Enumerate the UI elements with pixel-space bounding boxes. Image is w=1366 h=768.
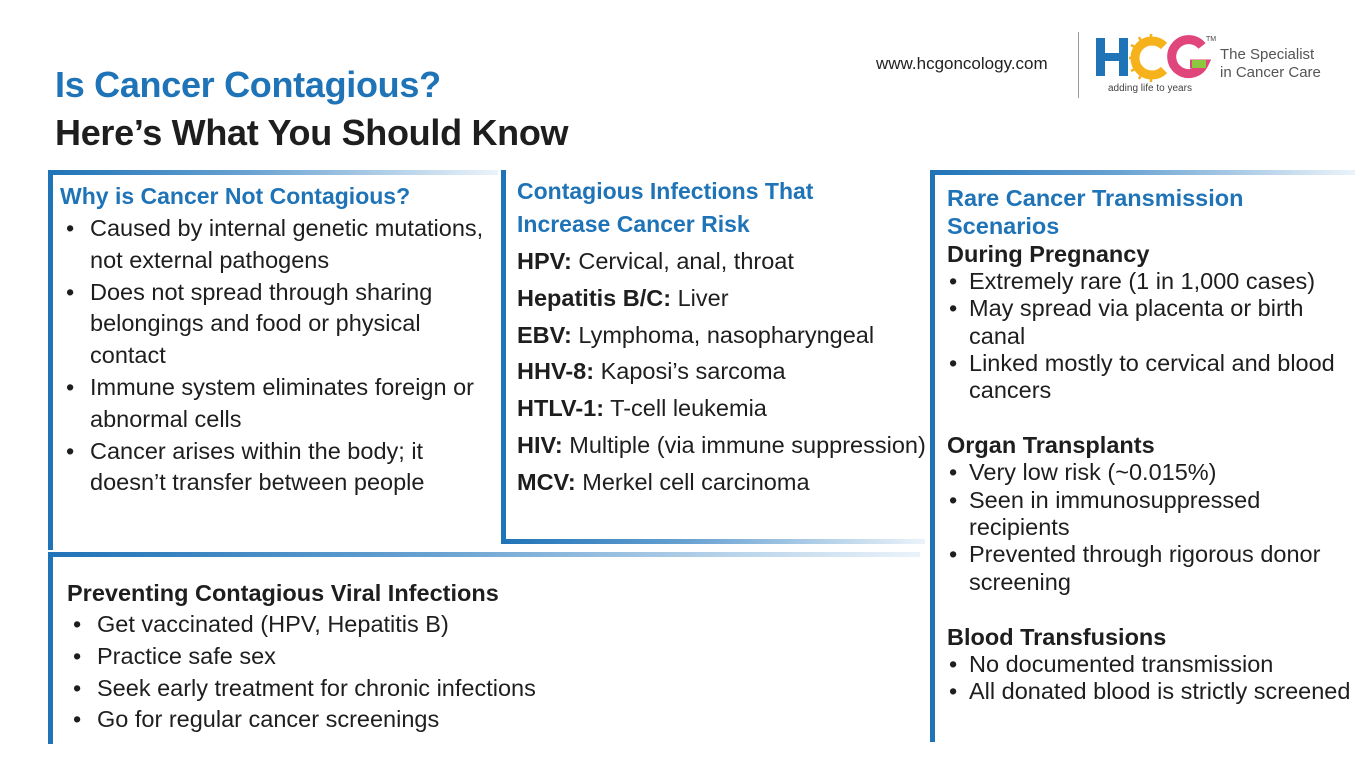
why-heading: Why is Cancer Not Contagious? [60,183,411,209]
sun-icon [1129,34,1164,82]
list-item: • Extremely rare (1 in 1,000 cases) [947,268,1357,295]
infection-row [517,283,927,315]
infection-name: HIV: [517,431,563,458]
specialist-line-1: The Specialist [1220,46,1315,63]
panel-prevention [67,577,867,736]
specialist-tagline [1220,46,1321,82]
infection-name: HHV-8: [517,358,595,385]
infections-heading-line-1: Contagious Infections That [517,178,814,204]
why-list [60,213,490,499]
list-item: • Linked mostly to cervical and blood cancers [947,350,1357,405]
infection-desc: Merkel cell carcinoma [575,468,810,495]
list-item: • Get vaccinated (HPV, Hepatitis B) [67,609,867,641]
panel-why-not-contagious [60,180,490,499]
infection-desc: T-cell leukemia [604,395,767,422]
infections-heading-line-2: Increase Cancer Risk [517,211,750,237]
panel-prevention-border-left [48,552,53,744]
list-item: • Caused by internal genetic mutations, not external pathogens [60,213,490,277]
list-item: • Go for regular cancer screenings [67,704,867,736]
title-line-1: Is Cancer Contagious? [55,64,441,105]
infection-desc: Lymphoma, nasopharyngeal [571,321,875,348]
list-item: • Does not spread through sharing belongings and food or physical contact [60,277,490,372]
infection-desc: Multiple (via immune suppression) [562,431,926,458]
list-item: • May spread via placenta or birth canal [947,295,1357,350]
prevention-heading: Preventing Contagious Viral Infections [67,580,499,606]
transfusion-subheading: Blood Transfusions [947,623,1167,650]
infection-desc: Kaposi’s sarcoma [594,358,786,385]
list-item: • Practice safe sex [67,641,867,673]
panel-rare-border-left [930,170,935,742]
list-item: • Cancer arises within the body; it doesn’t transfer between people [60,436,490,500]
infection-row [517,430,927,462]
panel-why-border-top [48,170,498,175]
panel-why-border-left [48,170,53,550]
header-divider [1078,32,1079,98]
logo-trademark: TM [1206,36,1217,43]
infection-name: HPV: [517,248,572,274]
panel-infections-border-bottom [501,539,925,544]
infection-row [517,393,927,425]
panel-rare-border-top [930,170,1355,175]
title-line-2: Here’s What You Should Know [55,112,569,153]
list-item: • Immune system eliminates foreign or abnormal cells [60,372,490,436]
list-item: • Seek early treatment for chronic infections [67,673,867,705]
specialist-line-2: in Cancer Care [1220,64,1321,81]
logo-tagline: adding life to years [1108,83,1192,94]
transfusion-list [947,651,1357,706]
list-item: • No documented transmission [947,651,1357,678]
pregnancy-subheading: During Pregnancy [947,241,1150,267]
transplant-subheading: Organ Transplants [947,432,1155,459]
infection-name: Hepatitis B/C: [517,284,672,311]
transplant-list [947,459,1357,595]
infection-row [517,320,927,352]
list-item: • Very low risk (~0.015%) [947,459,1357,486]
rare-heading-line-2: Scenarios [947,213,1060,239]
website-link[interactable]: www.hcgoncology.com [876,54,1048,73]
infection-row [517,356,927,388]
list-item: • All donated blood is strictly screened [947,678,1357,705]
infection-row [517,467,927,499]
rare-heading-line-1: Rare Cancer Transmission [947,185,1244,211]
list-item: • Prevented through rigorous donor screening [947,541,1357,596]
infection-desc: Cervical, anal, throat [571,248,794,274]
infection-name: EBV: [517,321,572,348]
prevention-list [67,609,867,736]
panel-infections [517,175,927,499]
panel-rare-scenarios [947,184,1357,706]
infection-row [517,246,927,278]
infection-name: MCV: [517,468,576,495]
panel-prevention-border-top [48,552,920,557]
list-item: • Seen in immunosuppressed recipients [947,487,1357,542]
infection-desc: Liver [671,284,729,311]
infection-name: HTLV-1: [517,395,605,422]
pregnancy-list [947,268,1357,404]
panel-infections-border-left [501,170,506,544]
